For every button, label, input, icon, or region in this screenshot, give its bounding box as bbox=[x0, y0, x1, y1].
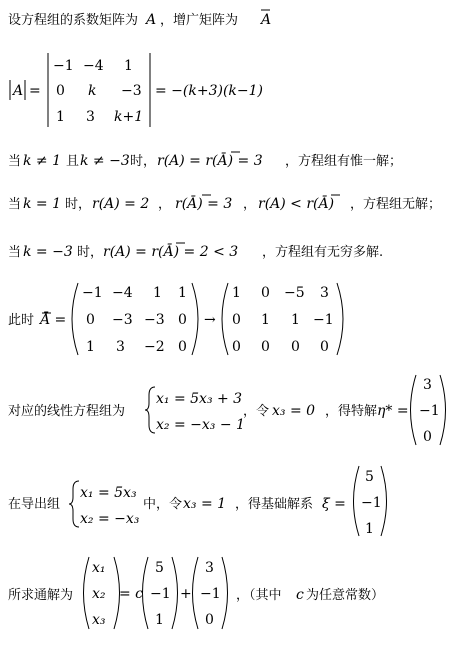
det-rhs: = −(k+3)(k−1) bbox=[155, 83, 264, 99]
sys-text: ，得特解 bbox=[325, 404, 378, 419]
paren-left bbox=[193, 557, 199, 629]
hom-set: x₃ = 1 bbox=[183, 496, 227, 512]
paren-right bbox=[172, 557, 178, 629]
matrix-cell: 1 bbox=[232, 285, 241, 301]
sys-eq: x₁ = 5x₃ + 3 bbox=[156, 391, 243, 407]
matrix-cell: 1 bbox=[86, 339, 95, 355]
vector-cell: x₁ bbox=[92, 560, 106, 576]
vector-cell: 3 bbox=[423, 377, 432, 393]
gen-eq: = c bbox=[119, 586, 144, 602]
intro-text: ，增广矩阵为 bbox=[160, 13, 239, 28]
vector-cell: 3 bbox=[205, 560, 214, 576]
vector-cell: 5 bbox=[155, 560, 164, 576]
hom-text: ，得基础解系 bbox=[235, 497, 314, 512]
gen-constant: c bbox=[296, 587, 304, 603]
vector-cell: −1 bbox=[200, 586, 221, 602]
matrix-cell: 0 bbox=[291, 339, 300, 355]
matrix-cell: −4 bbox=[112, 285, 133, 301]
det-cell: −1 bbox=[53, 58, 74, 74]
row-reduce-arrow: → bbox=[204, 312, 216, 328]
paren-right bbox=[222, 557, 228, 629]
sys-text: 对应的线性方程组为 bbox=[8, 404, 126, 419]
det-cell: 0 bbox=[56, 83, 65, 99]
det-eq: = bbox=[29, 83, 41, 99]
hom-text: 中，令 bbox=[143, 497, 183, 512]
sys-set: x₃ = 0 bbox=[272, 403, 316, 419]
paren-left bbox=[84, 557, 90, 629]
vector-cell: −1 bbox=[150, 586, 171, 602]
gen-text: 所求通解为 bbox=[8, 588, 74, 603]
matrix-cell: 0 bbox=[232, 339, 241, 355]
case3-text: 时， bbox=[77, 245, 104, 260]
vector-cell: x₃ bbox=[92, 612, 106, 628]
brace bbox=[69, 481, 79, 527]
matrix-cell: −5 bbox=[284, 285, 305, 301]
case2-rank: r(A) < r(Ā) bbox=[258, 196, 335, 212]
case2-text: ，方程组无解； bbox=[350, 197, 442, 212]
paren-left bbox=[143, 557, 149, 629]
matrix-cell: 0 bbox=[178, 339, 187, 355]
paren-left bbox=[72, 283, 78, 355]
matrix-cell: −3 bbox=[112, 312, 133, 328]
paren-right bbox=[192, 283, 198, 355]
case1-rank: r(A) = r(Ā) = 3 bbox=[157, 153, 263, 169]
matrix-cell: 3 bbox=[320, 285, 329, 301]
matrix-cell: −1 bbox=[313, 312, 334, 328]
matrix-cell: 0 bbox=[261, 339, 270, 355]
matrix-cell: 0 bbox=[261, 285, 270, 301]
paren-left bbox=[354, 466, 360, 536]
matrix-cell: 1 bbox=[153, 285, 162, 301]
case2-text: ， bbox=[158, 197, 172, 212]
matrix-cell: 0 bbox=[86, 312, 95, 328]
vector-cell: x₂ bbox=[92, 586, 106, 602]
gen-text: ，（其中 bbox=[236, 588, 282, 603]
hom-eq: x₁ = 5x₃ bbox=[80, 485, 137, 501]
det-cell: 1 bbox=[56, 109, 65, 125]
aug-symbol: Ā = bbox=[40, 312, 67, 328]
case1-text: 当 bbox=[8, 154, 22, 169]
case2-text: ， bbox=[243, 197, 257, 212]
hom-text: 在导出组 bbox=[8, 497, 61, 512]
vector-cell: 1 bbox=[155, 612, 164, 628]
matrix-cell: 1 bbox=[291, 312, 300, 328]
det-cell: 1 bbox=[124, 58, 133, 74]
matrix-cell: 1 bbox=[178, 285, 187, 301]
det-cell: k+1 bbox=[114, 109, 144, 125]
matrix-cell: 1 bbox=[261, 312, 270, 328]
matrix-cell: 0 bbox=[178, 312, 187, 328]
case1-cond: k ≠ 1 bbox=[23, 153, 62, 169]
paren-left bbox=[411, 375, 417, 445]
case2-cond: k = 1 bbox=[23, 196, 62, 212]
paren-left bbox=[222, 283, 228, 355]
sys-eq: x₂ = −x₃ − 1 bbox=[156, 417, 245, 433]
hom-eq: x₂ = −x₃ bbox=[80, 511, 140, 527]
paren-right bbox=[337, 283, 343, 355]
det-cell: −3 bbox=[121, 83, 142, 99]
vector-cell: −1 bbox=[419, 403, 440, 419]
case3-rank: r(A) = r(Ā) = 2 < 3 bbox=[103, 244, 239, 260]
case3-text: ，方程组有无穷多解. bbox=[262, 245, 384, 260]
det-cell: −4 bbox=[83, 58, 104, 74]
det-cell: 3 bbox=[86, 109, 95, 125]
sys-text: ，令 bbox=[243, 404, 270, 419]
case2-text: 时， bbox=[65, 197, 92, 212]
case3-cond: k = −3 bbox=[23, 244, 73, 260]
det-cell: k bbox=[88, 83, 97, 99]
matrix-cell: 3 bbox=[116, 339, 125, 355]
matrix-cell: −1 bbox=[82, 285, 103, 301]
intro-text: 设方程组的系数矩阵为 bbox=[8, 13, 139, 28]
matrix-A-symbol: A bbox=[146, 12, 157, 28]
vector-cell: −1 bbox=[361, 495, 382, 511]
matrix-cell: −2 bbox=[144, 339, 165, 355]
det-lhs: A bbox=[13, 83, 24, 99]
vector-cell: 0 bbox=[205, 612, 214, 628]
aug-text: 此时 bbox=[8, 313, 35, 328]
paren-right bbox=[440, 375, 446, 445]
case1-text: ，方程组有惟一解； bbox=[285, 154, 403, 169]
particular-solution-symbol: η* = bbox=[377, 403, 409, 419]
case3-text: 当 bbox=[8, 245, 22, 260]
vector-cell: 1 bbox=[365, 521, 374, 537]
basic-solution-symbol: ξ = bbox=[322, 496, 346, 512]
augmented-A-symbol: A bbox=[261, 12, 272, 28]
matrix-cell: −3 bbox=[144, 312, 165, 328]
paren-right bbox=[381, 466, 387, 536]
gen-text: 为任意常数） bbox=[306, 588, 385, 603]
vector-cell: 0 bbox=[423, 429, 432, 445]
brace bbox=[145, 387, 155, 433]
case1-text: 时， bbox=[130, 154, 157, 169]
gen-plus: + bbox=[180, 586, 192, 602]
case1-text: 且 bbox=[66, 154, 80, 169]
vector-cell: 5 bbox=[365, 469, 374, 485]
case2-text: 当 bbox=[8, 197, 22, 212]
case2-rank: r(A) = 2 bbox=[92, 196, 150, 212]
case2-rank: r(Ā) = 3 bbox=[175, 196, 233, 212]
case1-cond: k ≠ −3 bbox=[80, 153, 130, 169]
matrix-cell: 0 bbox=[320, 339, 329, 355]
matrix-cell: 0 bbox=[232, 312, 241, 328]
